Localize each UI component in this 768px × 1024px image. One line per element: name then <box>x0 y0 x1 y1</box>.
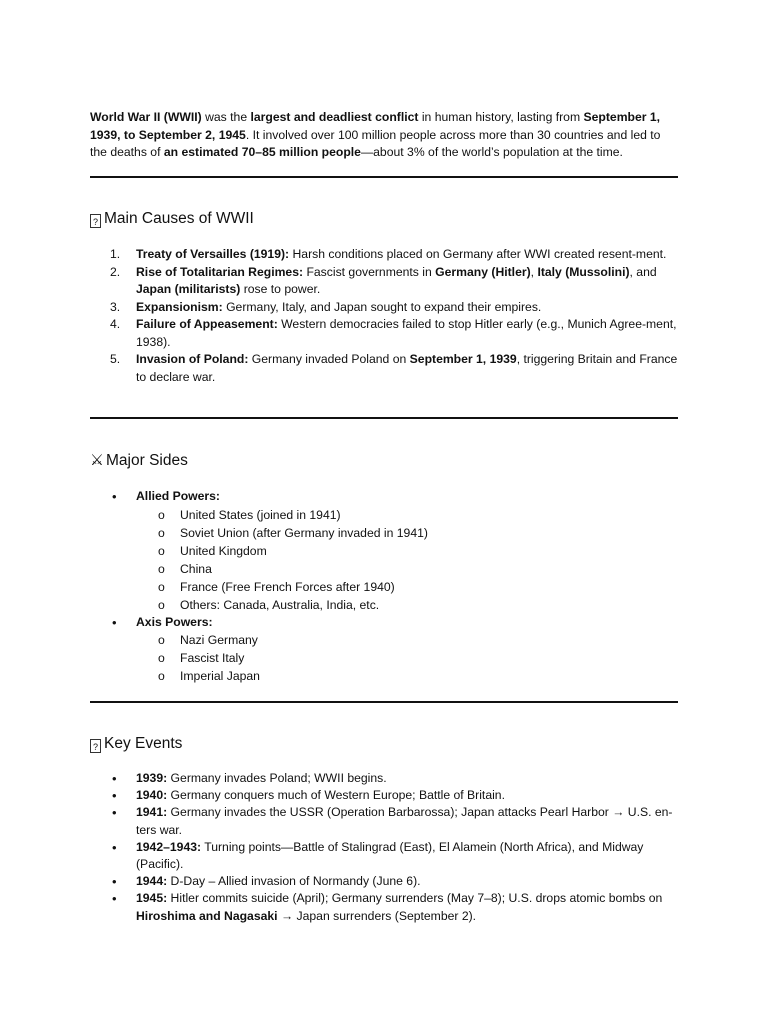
cause-text: , and <box>629 264 657 279</box>
sub-bullet-icon: o <box>158 633 165 647</box>
cause-text: , <box>530 264 538 279</box>
event-text: Germany invades Poland; WWII begins. <box>167 771 387 785</box>
list-item <box>90 787 678 804</box>
causes-list <box>90 246 678 386</box>
member-text: Soviet Union (after Germany invaded in 1941) <box>180 525 428 540</box>
cause-bold: Japan (militarists) <box>136 282 241 296</box>
list-item <box>90 246 678 264</box>
event-text: Turning points—Battle of Stalingrad (East), El Alamein (North Africa), and Midway (Pacific). <box>136 839 644 872</box>
list-item <box>90 614 678 686</box>
event-year: 1940: <box>136 788 168 803</box>
events-heading-text: Key Events <box>104 735 183 752</box>
cause-text: Germany, Italy, and Japan sought to expand their empires. <box>222 299 542 314</box>
cause-label: Failure of Appeasement: <box>136 317 278 331</box>
list-item <box>90 351 678 386</box>
cause-label: Treaty of Versailles (1919): <box>136 247 290 261</box>
bullet-icon: • <box>112 788 117 804</box>
cause-bold: September 1, 1939 <box>409 352 517 366</box>
missing-glyph-icon: ? <box>90 739 101 753</box>
member-text: Others: Canada, Australia, India, etc. <box>180 597 380 612</box>
allied-label: Allied Powers: <box>136 489 220 503</box>
event-text: Germany invades the USSR (Operation Barbarossa); Japan attacks Pearl Harbor → U.S. en-ters war. <box>136 805 673 837</box>
intro-paragraph <box>90 109 678 162</box>
missing-glyph-icon: ? <box>90 214 101 228</box>
cause-text: Harsh conditions placed on Germany after WWI created resent-ment. <box>289 247 667 261</box>
intro-text-1: was the <box>201 110 251 124</box>
cause-text: , triggering Britain and France to declare war. <box>136 352 678 384</box>
list-item <box>136 542 678 560</box>
events-list <box>90 770 678 925</box>
section-divider <box>90 701 678 703</box>
event-text: Germany conquers much of Western Europe; Battle of Britain. <box>167 788 505 803</box>
event-year: 1945: <box>136 891 168 906</box>
cause-bold: Italy (Mussolini) <box>537 264 630 279</box>
bullet-icon: • <box>112 771 117 786</box>
list-item <box>90 890 678 924</box>
list-number: 3. <box>110 299 121 314</box>
intro-bold-3: an estimated 70–85 million people <box>163 145 361 159</box>
event-year: 1942–1943: <box>136 839 202 854</box>
events-heading <box>90 734 182 754</box>
member-text: Nazi Germany <box>180 633 258 647</box>
event-text: Hitler commits suicide (April); Germany surrenders (May 7–8); U.S. drops atomic bombs on <box>167 891 663 906</box>
event-year: 1941: <box>136 805 168 820</box>
event-bold: Hiroshima and Nagasaki <box>136 908 278 923</box>
intro-term: World War II (WWII) <box>90 110 202 124</box>
list-item <box>136 560 678 578</box>
allied-members <box>136 506 678 614</box>
list-item <box>136 578 678 596</box>
sides-list <box>90 488 678 685</box>
list-number: 4. <box>110 317 121 331</box>
member-text: United Kingdom <box>180 543 267 558</box>
axis-label: Axis Powers: <box>136 614 213 629</box>
causes-heading-text: Main Causes of WWII <box>104 210 254 227</box>
causes-heading <box>90 209 254 229</box>
sub-bullet-icon: o <box>158 525 165 540</box>
list-item <box>136 596 678 614</box>
intro-bold-2: September 1, 1939, to September 2, 1945 <box>90 110 661 142</box>
event-year: 1944: <box>136 874 168 889</box>
list-item <box>90 804 678 838</box>
member-text: France (Free French Forces after 1940) <box>180 579 395 594</box>
cause-label: Invasion of Poland: <box>136 352 249 366</box>
sub-bullet-icon: o <box>158 507 165 522</box>
intro-bold-1: largest and deadliest conflict <box>250 110 419 124</box>
list-item <box>90 316 678 351</box>
cause-label: Rise of Totalitarian Regimes: <box>136 264 304 279</box>
axis-members <box>136 631 678 685</box>
intro-text-3: . It involved over 100 million people across more than 30 countries and led to the deaths of <box>90 127 661 159</box>
sub-bullet-icon: o <box>158 651 165 665</box>
list-item <box>90 873 678 890</box>
list-number: 2. <box>110 264 121 279</box>
bullet-icon: • <box>112 874 117 890</box>
member-text: Fascist Italy <box>180 651 245 665</box>
list-number: 1. <box>110 247 121 261</box>
section-divider <box>90 417 678 419</box>
sub-bullet-icon: o <box>158 669 165 683</box>
crossed-swords-icon: ⚔ <box>90 452 104 469</box>
section-divider <box>90 176 678 178</box>
list-item <box>90 770 678 787</box>
list-item <box>136 631 678 649</box>
list-item <box>90 839 678 873</box>
sides-heading <box>90 451 188 471</box>
list-item <box>90 299 678 317</box>
event-text: → Japan surrenders (September 2). <box>277 908 477 923</box>
cause-text: Germany invaded Poland on <box>248 352 410 366</box>
list-number: 5. <box>110 352 121 366</box>
sub-bullet-icon: o <box>158 597 165 612</box>
list-item <box>136 524 678 542</box>
list-item <box>136 506 678 524</box>
cause-text: Fascist governments in <box>303 264 436 279</box>
intro-text-4: —about 3% of the world’s population at the time. <box>360 145 623 159</box>
cause-label: Expansionism: <box>136 299 223 314</box>
member-text: China <box>180 561 212 576</box>
member-text: Imperial Japan <box>180 669 260 683</box>
bullet-icon: • <box>112 839 117 855</box>
bullet-icon: • <box>112 891 117 907</box>
event-text: D-Day – Allied invasion of Normandy (June 6). <box>167 874 421 889</box>
cause-text: rose to power. <box>240 282 321 296</box>
cause-bold: Germany (Hitler) <box>435 264 531 279</box>
list-item <box>90 488 678 614</box>
list-item <box>136 649 678 667</box>
member-text: United States (joined in 1941) <box>180 507 341 522</box>
bullet-icon: • <box>112 614 117 630</box>
event-year: 1939: <box>136 771 168 785</box>
cause-text: Western democracies failed to stop Hitler early (e.g., Munich Agree-ment, 1938). <box>136 317 677 349</box>
sides-heading-text: Major Sides <box>106 452 188 469</box>
sub-bullet-icon: o <box>158 579 165 594</box>
sub-bullet-icon: o <box>158 561 165 576</box>
bullet-icon: • <box>112 805 117 821</box>
list-item <box>90 264 678 299</box>
bullet-icon: • <box>112 489 117 504</box>
list-item <box>136 667 678 685</box>
intro-text-2: in human history, lasting from <box>418 110 584 124</box>
sub-bullet-icon: o <box>158 543 165 558</box>
